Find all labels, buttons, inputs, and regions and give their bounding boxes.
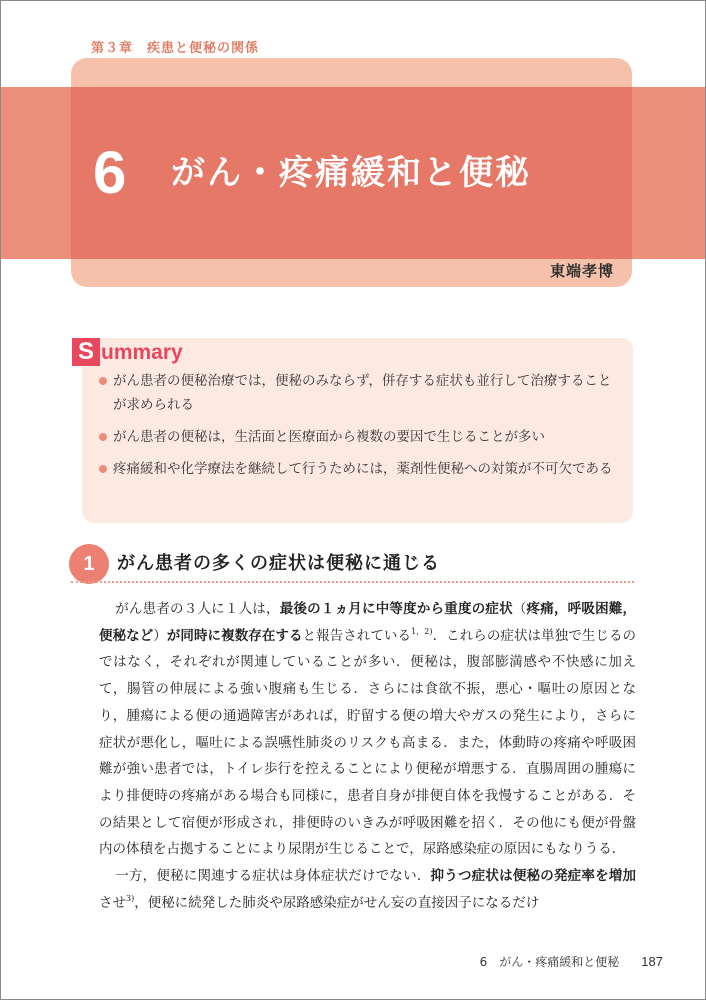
section-number-badge: 1 xyxy=(69,544,109,584)
page-number: 187 xyxy=(641,954,663,969)
bold-text: 最後の１ヵ月に中等度から重度の症状 xyxy=(279,601,513,617)
summary-item-text: がん患者の便秘は，生活面と医療面から複数の要因で生じることが多い xyxy=(113,429,545,445)
summary-item xyxy=(97,457,622,481)
page-title: がん・疼痛緩和と便秘 xyxy=(171,153,531,193)
running-title: 6 がん・疼痛緩和と便秘 xyxy=(479,955,620,969)
text-run: させ xyxy=(99,894,126,911)
reference-marker: 3) xyxy=(126,893,135,903)
text-run: と報告されている xyxy=(302,627,412,644)
text-run: がん患者の３人に１人は， xyxy=(115,601,280,617)
body-text xyxy=(99,596,636,916)
text-run: （ xyxy=(512,601,527,617)
summary-list xyxy=(97,369,622,489)
paragraph xyxy=(99,596,636,863)
text-run: ．これらの症状は単独で生じるのではなく，それぞれが関連していることが多い．便秘は，腹部膨満感や不快感に加えて，腸管の伸展による強い腹痛も生じる．さらには食欲不振，悪心・嘔吐の原因となり，腫瘍による便の通過障害があれば，貯留する便の増大やガスの発生により，さらに症状が悪化し，嘔吐による誤嚥性肺炎のリスクも高まる．また，体動時の疼痛や呼吸困難が強い患者では，トイレ歩行を控えることにより便秘が増悪する．直腸周囲の腫瘍により排便時の疼痛がある場合も同様に，患者自身が排便自体を我慢することがある．その結果として宿便が形成され，排便時のいきみが呼吸困難を招く．その他にも便が骨盤内の体積を占拠することにより尿閉が生じることで，尿路感染症の原因にもなりうる． xyxy=(99,627,637,858)
text-run: ，便秘に続発した肺炎や尿路感染症がせん妄の直接因子になるだけ xyxy=(134,894,540,911)
section-heading: がん患者の多くの症状は便秘に通じる xyxy=(117,553,440,574)
paragraph xyxy=(99,863,636,916)
section-divider xyxy=(71,581,634,583)
author-name: 東端孝博 xyxy=(549,262,614,280)
bullet-icon xyxy=(99,433,107,441)
bold-text: が同時に複数存在する xyxy=(166,627,303,644)
summary-heading: ummary xyxy=(101,341,183,364)
text-run: 一方，便秘に関連する症状は身体症状だけでない． xyxy=(115,868,431,885)
bullet-icon xyxy=(99,377,107,385)
bullet-icon xyxy=(99,465,107,473)
reference-marker: 1，2) xyxy=(411,626,433,636)
summary-initial-badge: S xyxy=(72,338,100,366)
text-run: ） xyxy=(153,627,167,644)
chapter-label: 第３章 疾患と便秘の関係 xyxy=(91,41,260,56)
summary-item xyxy=(97,369,622,417)
bold-text: 抑うつ症状は便秘の発症率を増加 xyxy=(430,868,637,885)
summary-item-text: 疼痛緩和や化学療法を継続して行うためには，薬剤性便秘への対策が不可欠である xyxy=(113,461,613,477)
page-footer xyxy=(480,953,663,970)
summary-item-text: がん患者の便秘治療では，便秘のみならず，併存する症状も並行して治療することが求められる xyxy=(113,373,612,413)
bold-text: 疼痛，呼吸困難，便秘など xyxy=(99,601,637,644)
chapter-section-number: 6 xyxy=(93,139,127,206)
summary-item xyxy=(97,425,622,449)
